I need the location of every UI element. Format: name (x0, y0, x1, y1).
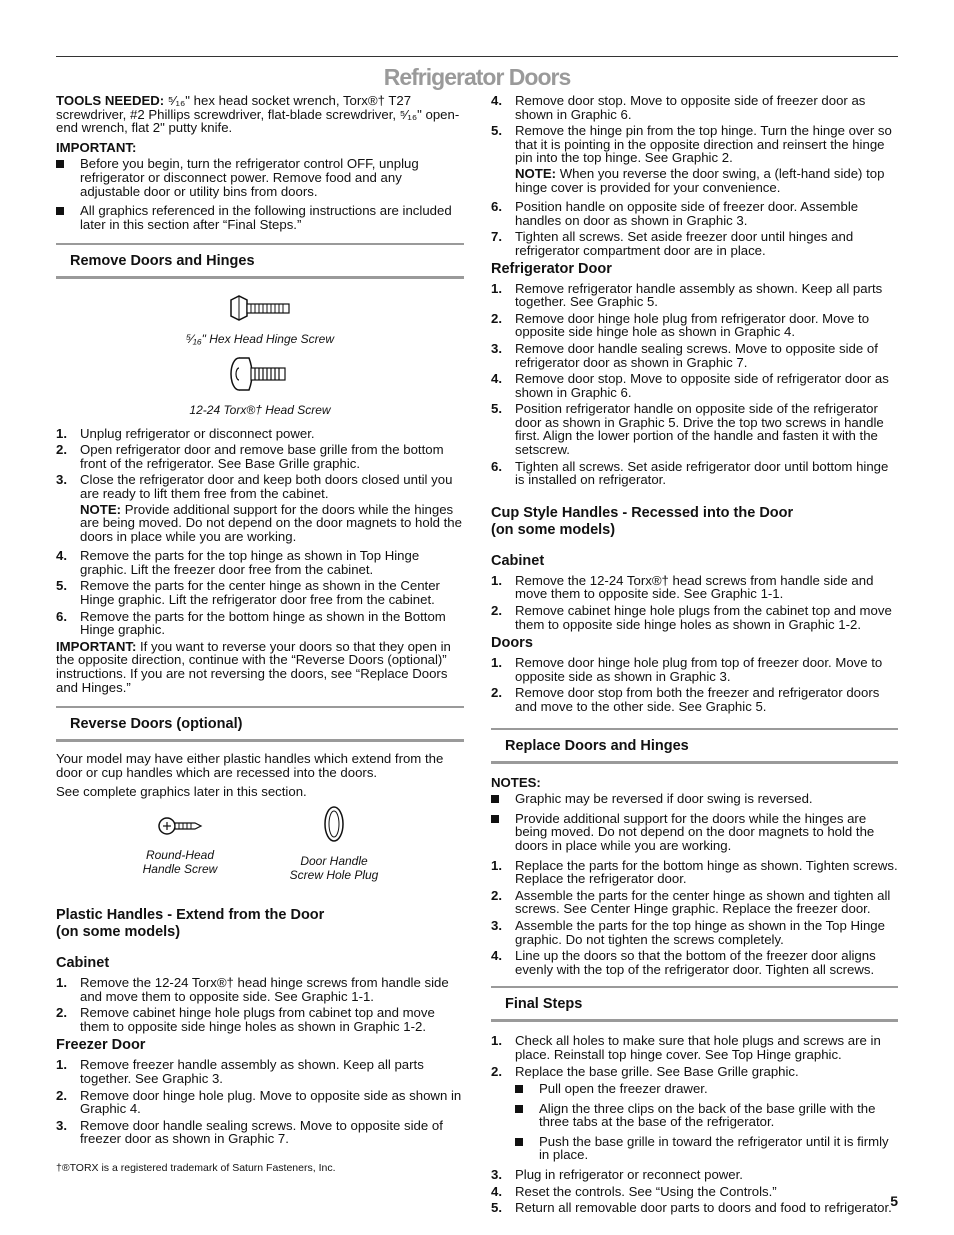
square-bullet-icon (491, 815, 499, 823)
cabinet-steps (56, 976, 464, 1033)
square-bullet-icon (56, 160, 64, 168)
round-head-caption: Round-Head Handle Screw (142, 847, 218, 876)
list-item: 3. Close the refrigerator door and keep both doors closed until you are ready to lift them free from the cabinet. NOTE: Provide additional support for the doors while the hinges are being moved. Do not depend on the door magnets to hold the doors in place while you are working. (56, 473, 464, 543)
list-item: 3. Assemble the parts for the top hinge as shown in the Top Hinge graphic. Do not tighten the screws completely. (491, 917, 885, 947)
reverse-see-graphics: See complete graphics later in this section. (56, 784, 307, 800)
tools-needed (56, 94, 464, 135)
section-heading-replace-doors: Replace Doors and Hinges (491, 728, 898, 764)
refrigerator-steps (491, 282, 898, 487)
replace-steps (491, 859, 898, 977)
final-steps (491, 1034, 898, 1215)
list-item: 6. Position handle on opposite side of freezer door. Assemble handles on door as shown in Graphic 3. (491, 199, 859, 228)
hex-screw-caption: ⁵⁄₁₆" Hex Head Hinge Screw (186, 331, 334, 346)
list-item: 2. Remove door stop from both the freezer and refrigerator doors and move to the other side. See Graphic 5. (491, 685, 880, 714)
list-item: 1. Remove refrigerator handle assembly as shown. Keep all parts together. See Graphic 5. (491, 280, 883, 310)
important-label: IMPORTANT: (56, 139, 137, 155)
cabinet-heading: Cabinet (56, 955, 110, 971)
torx-screw-caption: 12-24 Torx®† Head Screw (189, 402, 331, 417)
cup-cabinet-steps (491, 574, 898, 631)
list-item: 6. Remove the parts for the bottom hinge as shown in the Bottom Hinge graphic. (56, 608, 446, 638)
list-item: 1. Check all holes to make sure that hole plugs and screws are in place. Reinstall top hinge cover. See Top Hinge graphic. (491, 1033, 881, 1062)
hex-screw-icon (225, 293, 295, 323)
important-list (56, 157, 464, 231)
section-heading-remove-doors: Remove Doors and Hinges (56, 243, 464, 279)
section-heading-final-steps: Final Steps (491, 986, 898, 1022)
list-item: 4. Remove the parts for the top hinge as shown in Top Hinge graphic. Lift the freezer door free from the cabinet. (56, 548, 420, 577)
cup-cabinet-heading: Cabinet (491, 552, 545, 569)
hex-screw-figure (56, 293, 464, 346)
freezer-door-heading: Freezer Door (56, 1037, 146, 1054)
cup-handles-heading: Cup Style Handles - Recessed into the Door (on some models) (491, 504, 794, 538)
list-item: 1. Remove the 12-24 Torx®† head screws from handle side and move them to opposite side. See Graphic 1-1. (491, 572, 874, 602)
refrigerator-door-heading: Refrigerator Door (491, 260, 612, 277)
step-note: NOTE: When you reverse the door swing, a (left-hand side) top hinge cover is provided for your convenience. (515, 165, 885, 195)
list-item: 4. Reset the controls. See “Using the Controls.” (491, 1183, 777, 1199)
freezer-steps (56, 1058, 464, 1146)
list-item: Before you begin, turn the refrigerator control OFF, unplug refrigerator or disconnect power. Remove food and any adjustable door or utility bins from doors. (56, 157, 464, 198)
reverse-intro: Your model may have either plastic handles which extend from the door or cup handles which are recessed into the doors. (56, 751, 444, 780)
list-item: All graphics referenced in the following instructions are included later in this section after “Final Steps.” (56, 204, 464, 231)
list-item: 2. Remove cabinet hinge hole plugs from the cabinet top and move them to opposite side hinge holes as shown in Graphic 1-2. (491, 603, 892, 632)
list-item: 2. Replace the base grille. See Base Grille graphic. Pull open the freezer drawer. Align the three clips on the back of the base grille with the three tabs at the base of the refrigerator. Push the base grille in toward the refrigerator until it is firmly in place. (491, 1065, 898, 1163)
list-item: 4. Remove door stop. Move to opposite side of freezer door as shown in Graphic 6. (491, 93, 866, 122)
list-item: 5. Return all removable door parts to doors and food to refrigerator. (491, 1200, 892, 1216)
freezer-steps-continued (491, 94, 898, 258)
list-item: 2. Remove cabinet hinge hole plugs from cabinet top and move them to opposite side hinge holes as shown in Graphic 1-2. (56, 1005, 435, 1034)
list-item: Graphic may be reversed if door swing is reversed. (491, 792, 898, 806)
list-item: 1. Remove freezer handle assembly as shown. Keep all parts together. See Graphic 3. (56, 1057, 424, 1086)
list-item: 3. Plug in refrigerator or reconnect power. (491, 1167, 743, 1183)
remove-steps (56, 427, 464, 637)
list-item: 7. Tighten all screws. Set aside freezer door until hinges and refrigerator compartment door are in place. (491, 229, 854, 258)
hole-plug-icon (322, 805, 346, 843)
hole-plug-figure (274, 805, 394, 882)
hole-plug-caption: Door Handle Screw Hole Plug (289, 853, 379, 882)
top-rule (56, 56, 898, 57)
list-item: 5. Position refrigerator handle on opposite side of the refrigerator door as shown in Graphic 5. Drive the top two screws in handle first. Align the lower portion of the handle and fasten it with the setscrew. (491, 401, 884, 458)
square-bullet-icon (56, 207, 64, 215)
right-column (491, 94, 898, 1218)
list-item: 4. Remove door stop. Move to opposite side of refrigerator door as shown in Graphic 6. (491, 371, 889, 400)
doors-heading: Doors (491, 635, 533, 652)
list-item: 2. Remove door hinge hole plug. Move to opposite side as shown in Graphic 4. (56, 1087, 462, 1117)
torx-screw-icon (229, 354, 291, 394)
list-item: 2. Assemble the parts for the center hinge as shown and tighten all screws. See Center Hinge graphic. Replace the freezer door. (491, 887, 891, 917)
left-column (56, 94, 464, 1149)
list-item: Push the base grille in toward the refrigerator until it is firmly in place. (515, 1135, 898, 1162)
final-sub-list (515, 1082, 898, 1162)
list-item: 2. Remove door hinge hole plug from refrigerator door. Move to opposite side hinge hole as shown in Graphic 4. (491, 310, 870, 340)
square-bullet-icon (515, 1105, 523, 1113)
tools-label: TOOLS NEEDED: (56, 93, 165, 108)
page-title: Refrigerator Doors (383, 64, 571, 90)
section-heading-reverse-doors: Reverse Doors (optional) (56, 706, 464, 742)
step-note: NOTE: Provide additional support for the doors while the hinges are being moved. Do not depend on the door magnets to hold the doors in place while you are working. (80, 501, 462, 544)
list-item: Provide additional support for the doors while the hinges are being moved. Do not depend on the door magnets to hold the doors in place while you are working. (491, 812, 898, 853)
plastic-handles-heading: Plastic Handles - Extend from the Door (on some models) (56, 907, 325, 940)
tools-text: ⁵⁄₁₆" hex head socket wrench, Torx®† T27 screwdriver, #2 Phillips screwdriver, flat-blade screwdriver, ⁵⁄₁₆" open-end wrench, flat 2" putty knife. (56, 93, 460, 136)
list-item: 5. Remove the hinge pin from the top hinge. Turn the hinge over so that it is pointing in the opposite direction and reinsert the hinge pin into the top hinge. See Graphic 2. NOTE: When you reverse the door swing, a (left-hand side) top hinge cover is provided for your convenience. (491, 124, 898, 194)
list-item: 4. Line up the doors so that the bottom of the freezer door aligns evenly with the top of the refrigerator door. Tighten all screws. (491, 948, 876, 977)
list-item: 2. Open refrigerator door and remove base grille from the bottom front of the refrigerator. See Base Grille graphic. (56, 442, 444, 471)
list-item: 1. Replace the parts for the bottom hinge as shown. Tighten screws. Replace the refrigerator door. (491, 857, 898, 887)
square-bullet-icon (515, 1138, 523, 1146)
list-item: Pull open the freezer drawer. (515, 1082, 898, 1096)
list-item: 6. Tighten all screws. Set aside refrigerator door until bottom hinge is installed on refrigerator. (491, 458, 889, 488)
round-head-screw-icon (157, 813, 203, 839)
handle-parts-figure (56, 813, 464, 893)
list-item: 5. Remove the parts for the center hinge as shown in the Center Hinge graphic. Lift the refrigerator door free from the cabinet. (56, 578, 440, 608)
remove-important: IMPORTANT: If you want to reverse your doors so that they open in the opposite direction, continue with the “Reverse Doors (optional)” instructions. If you are not reversing the doors, see “Replace Doors and Hinges.” (56, 638, 451, 695)
trademark-footnote: †®TORX is a registered trademark of Saturn Fasteners, Inc. (56, 1162, 336, 1174)
square-bullet-icon (491, 795, 499, 803)
list-item: 1. Remove door hinge hole plug from top of freezer door. Move to opposite side as shown in Graphic 3. (491, 655, 883, 684)
list-item: 3. Remove door handle sealing screws. Move to opposite side of freezer door as shown in Graphic 7. (56, 1117, 443, 1147)
torx-screw-figure (56, 354, 464, 417)
list-item: 1. Unplug refrigerator or disconnect power. (56, 425, 315, 441)
list-item: 3. Remove door handle sealing screws. Move to opposite side of refrigerator door as shown in Graphic 7. (491, 340, 878, 370)
round-head-screw-figure (120, 813, 240, 876)
page-number: 5 (890, 1193, 898, 1209)
notes-label: NOTES: (491, 774, 541, 790)
list-item: 1. Remove the 12-24 Torx®† head hinge screws from handle side and move them to opposite side. See Graphic 1-1. (56, 975, 449, 1004)
doors-steps (491, 656, 898, 713)
notes-list (491, 792, 898, 852)
square-bullet-icon (515, 1085, 523, 1093)
list-item: Align the three clips on the back of the base grille with the three tabs at the base of the refrigerator. (515, 1102, 898, 1129)
